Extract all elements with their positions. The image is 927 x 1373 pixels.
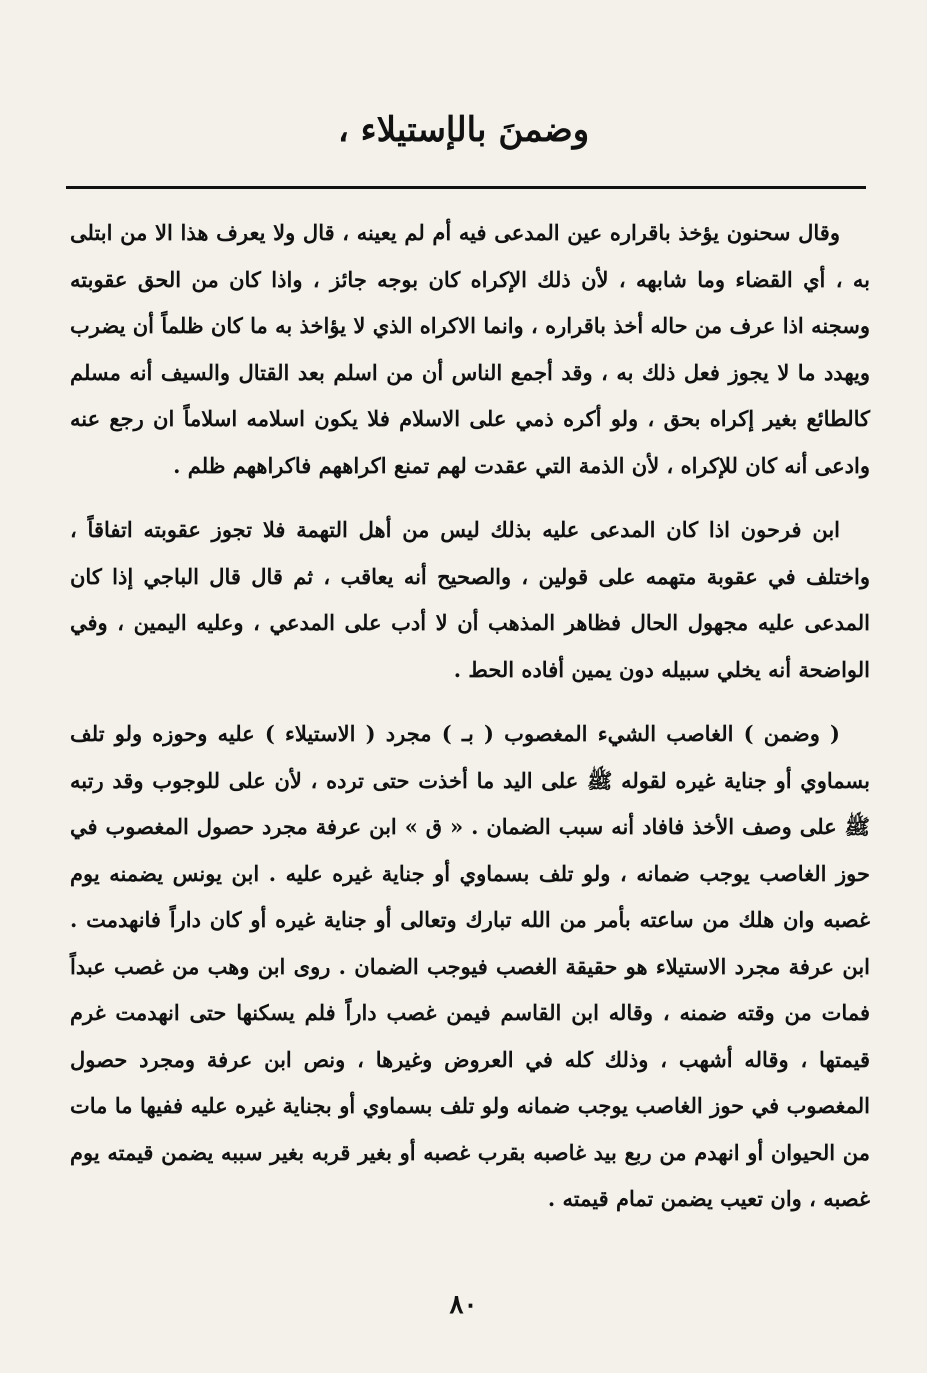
body-text <box>70 210 870 1223</box>
paragraph-1: وقال سحنون يؤخذ باقراره عين المدعى فيه أم لم يعينه ، قال ولا يعرف هذا الا من ابتلى به ، أي القضاء وما شابهه ، لأن ذلك الإكراه كان بوجه جائز ، واذا كان من الحق عقوبته وسجنه اذا عرف من حاله أخذ باقراره ، وانما الاكراه الذي لا يؤاخذ به ما كان ظلماً أن يضرب ويهدد ما لا يجوز فعل ذلك به ، وقد أجمع الناس أن من اسلم بعد القتال والسيف أنه مسلم كالطائع بغير إكراه بحق ، ولو أكره ذمي على الاسلام فلا يكون اسلامه اسلاماً ان رجع عنه وادعى أنه كان للإكراه ، لأن الذمة التي عقدت لهم تمنع اكراههم فاكراههم ظلم . <box>70 220 870 478</box>
page-number: ٨٠ <box>449 1290 478 1320</box>
header-rule <box>66 186 866 189</box>
running-head: وضمنَ بالإستيلاء ، <box>337 110 590 150</box>
paragraph-3: ( وضمن ) الغاصب الشيء المغصوب ( بـ ) مجرد ( الاستيلاء ) عليه وحوزه ولو تلف بسماوي أو جناية غيره لقوله ﷺ على اليد ما أخذت حتى ترده ، لأن على للوجوب وقد رتبه ﷺ على وصف الأخذ فافاد أنه سبب الضمان . « ق » ابن عرفة مجرد حصول المغصوب في حوز الغاصب يوجب ضمانه ، ولو تلف بسماوي أو جناية غيره عليه . ابن يونس يضمنه يوم غصبه وان هلك من ساعته بأمر من الله تبارك وتعالى أو جناية غيره أو كان داراً فانهدمت . ابن عرفة مجرد الاستيلاء هو حقيقة الغصب فيوجب الضمان . روى ابن وهب من غصب عبداً فمات من وقته ضمنه ، وقاله ابن القاسم فيمن غصب داراً فلم يسكنها حتى انهدمت غرم قيمتها ، وقاله أشهب ، وذلك كله في العروض وغيرها ، ونص ابن عرفة ومجرد حصول المغصوب في حوز الغاصب يوجب ضمانه ولو تلف بسماوي أو بجناية غيره عليه ففيها ما مات من الحيوان أو انهدم من ربع بيد غاصبه بقرب غصبه أو بغير قربه بغير سببه يضمن قيمته يوم غصبه ، وان تعيب يضمن تمام قيمته . <box>70 721 871 1211</box>
paragraph-2: ابن فرحون اذا كان المدعى عليه بذلك ليس من أهل التهمة فلا تجوز عقوبته اتفاقاً ، واختلف في عقوبة متهمه على قولين ، والصحيح أنه يعاقب ، ثم قال قال الباجي إذا كان المدعى عليه مجهول الحال فظاهر المذهب أن لا أدب على المدعي ، وعليه اليمين ، وفي الواضحة أنه يخلي سبيله دون يمين أفاده الحط . <box>70 517 870 682</box>
